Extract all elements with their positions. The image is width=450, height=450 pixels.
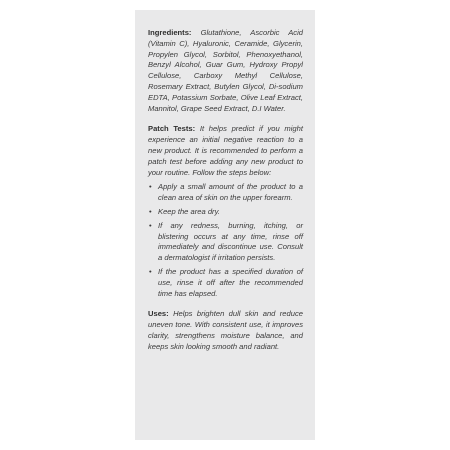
patch-tests-section — [148, 124, 303, 299]
uses-heading: Uses: — [148, 309, 169, 319]
product-label-card — [135, 10, 315, 440]
bullet-icon: • — [149, 220, 152, 230]
list-item — [148, 207, 303, 218]
patch-tests-paragraph — [148, 124, 303, 178]
step-text: If the product has a specified duration of use, rinse it off after the recommended time has elapsed. — [158, 266, 303, 298]
bullet-icon: • — [149, 182, 152, 192]
patch-tests-heading: Patch Tests: — [148, 124, 196, 134]
list-item — [148, 267, 303, 299]
bullet-icon: • — [149, 206, 152, 216]
uses-text: Helps brighten dull skin and reduce uneven tone. With consistent use, it improves clarity, strengthens moisture balance, and keeps skin looking smooth and radiant. — [148, 309, 303, 351]
list-item — [148, 182, 303, 204]
patch-tests-text: It helps predict if you might experience an initial negative reaction to a new product. It is recommended to perform a patch test before adding any new product to your routine. Follow the steps below: — [148, 124, 303, 177]
bullet-icon: • — [149, 266, 152, 276]
step-text: Apply a small amount of the product to a clean area of skin on the upper forearm. — [158, 182, 303, 203]
ingredients-heading: Ingredients: — [148, 28, 192, 37]
uses-section — [148, 309, 303, 352]
ingredients-text: Glutathione, Ascorbic Acid (Vitamin C), Hyaluronic, Ceramide, Glycerin, Propylen Glycol, Sorbitol, Phenoxyethanol, Benzyl Alcohol, Guar Gum, Hydroxy Propyl Cellulose, Carboxy Methyl Cellulose, Rosemary Extract, Butylen Glycol, Di-sodium EDTA, Potassium Sorbate, Olive Leaf Extract, Mannitol, Grape Seed Extract, D.I Water. — [148, 28, 303, 113]
step-text: Keep the area dry. — [158, 206, 220, 216]
step-text: If any redness, burning, itching, or blistering occurs at any time, rinse off immediately and discontinue use. Consult a dermatologist if irritation persists. — [158, 220, 303, 263]
patch-test-steps-list — [148, 182, 303, 299]
list-item — [148, 221, 303, 264]
uses-paragraph — [148, 309, 303, 352]
ingredients-section — [148, 28, 303, 114]
ingredients-paragraph — [148, 28, 303, 114]
